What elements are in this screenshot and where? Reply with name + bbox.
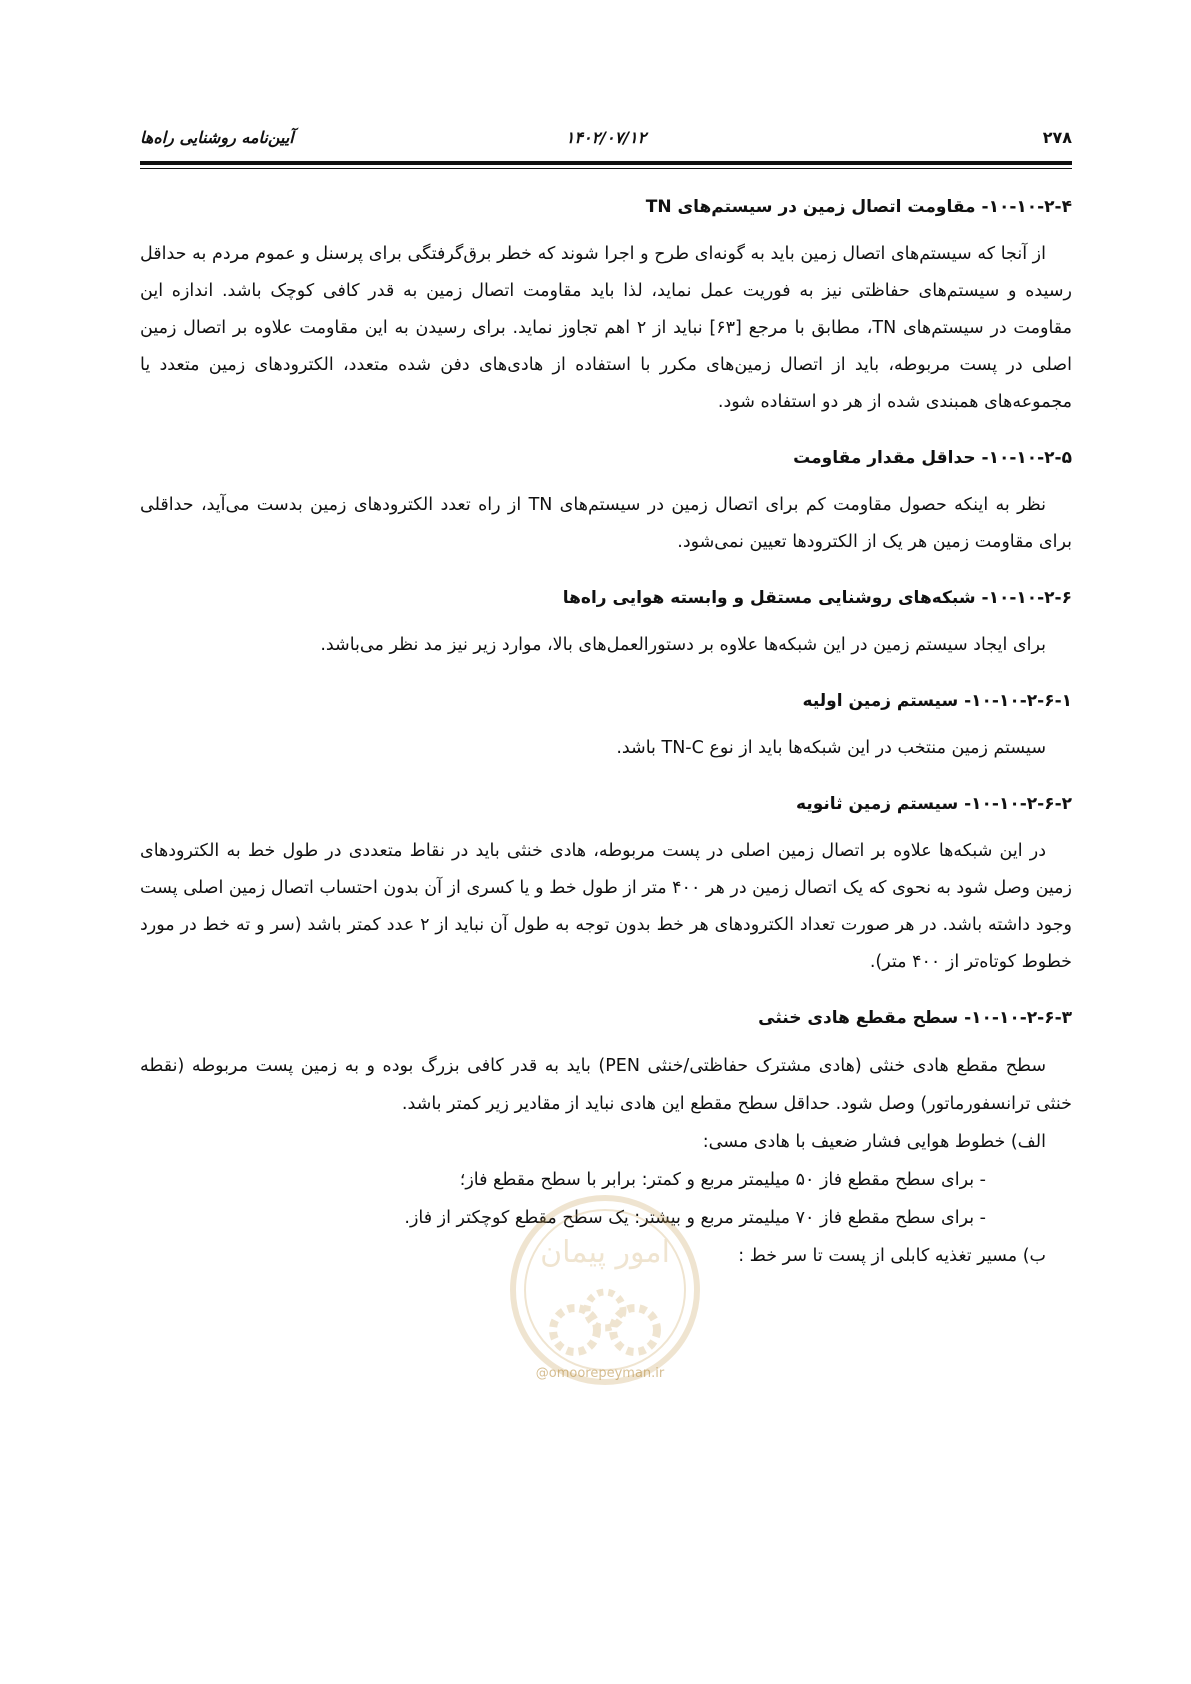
list-dash-item: - برای سطح مقطع فاز ۷۰ میلیمتر مربع و بیشتر: یک سطح مقطع کوچکتر از فاز.	[404, 1208, 986, 1228]
page-header	[140, 128, 1072, 152]
section-paragraph: برای ایجاد سیستم زمین در این شبکه‌ها علاوه بر دستورالعمل‌های بالا، موارد زیر نیز مد نظر می‌باشد.	[320, 635, 1046, 655]
list-item-b: ب) مسیر تغذیه کابلی از پست تا سر خط :	[738, 1246, 1046, 1266]
section-10-10-2-4	[140, 192, 1072, 421]
header-rule-thick	[140, 161, 1072, 165]
header-rule-thin	[140, 168, 1072, 169]
section-10-10-2-6-2	[140, 789, 1072, 981]
section-10-10-2-5	[140, 443, 1072, 561]
section-heading: ۱۰-۱۰-۲-۶-۱- سیستم زمین اولیه	[802, 691, 1072, 711]
watermark-handle: @omoorepeyman.ir	[535, 1366, 665, 1381]
header-date: ۱۴۰۲/۰۷/۱۲	[565, 128, 647, 147]
section-heading: ۱۰-۱۰-۲-۶-۲- سیستم زمین ثانویه	[796, 794, 1072, 814]
section-heading: ۱۰-۱۰-۲-۴- مقاومت اتصال زمین در سیستم‌های TN	[645, 197, 1072, 217]
page-number: ۲۷۸	[1042, 128, 1072, 147]
section-heading: ۱۰-۱۰-۲-۵- حداقل مقدار مقاومت	[793, 448, 1072, 468]
list-item-a: الف) خطوط هوایی فشار ضعیف با هادی مسی:	[702, 1132, 1046, 1152]
page-body	[140, 192, 1072, 1275]
watermark-logo	[505, 1190, 705, 1390]
list-dash-item: - برای سطح مقطع فاز ۵۰ میلیمتر مربع و کمتر: برابر با سطح مقطع فاز؛	[459, 1170, 986, 1190]
section-10-10-2-6-1	[140, 686, 1072, 767]
section-heading: ۱۰-۱۰-۲-۶- شبکه‌های روشنایی مستقل و وابسته هوایی راه‌ها	[562, 588, 1072, 608]
section-paragraph: سطح مقطع هادی خنثی (هادی مشترک حفاظتی/خنثی PEN) باید به قدر کافی بزرگ بوده و به زمین پست مربوطه (نقطه خنثی ترانسفورماتور) وصل شود. حداقل سطح مقطع این هادی نباید از مقادیر زیر کمتر باشد.	[140, 1056, 1072, 1114]
document-title: آیین‌نامه روشنایی راه‌ها	[140, 128, 294, 147]
section-10-10-2-6	[140, 583, 1072, 664]
watermark-logo-text: امور پیمان	[540, 1235, 670, 1270]
section-paragraph: از آنجا که سیستم‌های اتصال زمین باید به گونه‌ای طرح و اجرا شوند که خطر برق‌گرفتگی برای پرسنل و عموم مردم به حداقل رسیده و سیستم‌های حفاظتی نیز به فوریت عمل نماید، لذا باید مقاومت اتصال زمین به قدر کافی کوچک باشد. اندازه این مقاومت در سیستم‌های TN، مطابق با مرجع [۶۳] نباید از ۲ اهم تجاوز نماید. برای رسیدن به این مقاومت علاوه بر اتصال زمین اصلی در پست مربوطه، باید از اتصال زمین‌های مکرر با استفاده از هادی‌های دفن شده متعدد، الکترودهای زمین متعدد یا مجموعه‌های همبندی شده از هر دو استفاده شود.	[140, 244, 1073, 412]
section-heading: ۱۰-۱۰-۲-۶-۳- سطح مقطع هادی خنثی	[758, 1008, 1072, 1028]
section-paragraph: سیستم زمین منتخب در این شبکه‌ها باید از نوع TN-C باشد.	[616, 738, 1046, 758]
section-paragraph: نظر به اینکه حصول مقاومت کم برای اتصال زمین در سیستم‌های TN از راه تعدد الکترودهای زمین بدست می‌آید، حداقلی برای مقاومت زمین هر یک از الکترودها تعیین نمی‌شود.	[140, 495, 1072, 552]
section-paragraph: در این شبکه‌ها علاوه بر اتصال زمین اصلی در پست مربوطه، هادی خنثی باید در نقاط متعددی در طول خط به الکترودهای زمین وصل شود به نحوی که یک اتصال زمین در هر ۴۰۰ متر از طول خط و یا کسری از آن بدون احتساب اتصال زمین اصلی پست وجود داشته باشد. در هر صورت تعداد الکترودهای هر خط بدون توجه به طول آن نباید از ۲ عدد کمتر باشد (سر و ته خط در مورد خطوط کوتاه‌تر از ۴۰۰ متر).	[140, 841, 1073, 972]
